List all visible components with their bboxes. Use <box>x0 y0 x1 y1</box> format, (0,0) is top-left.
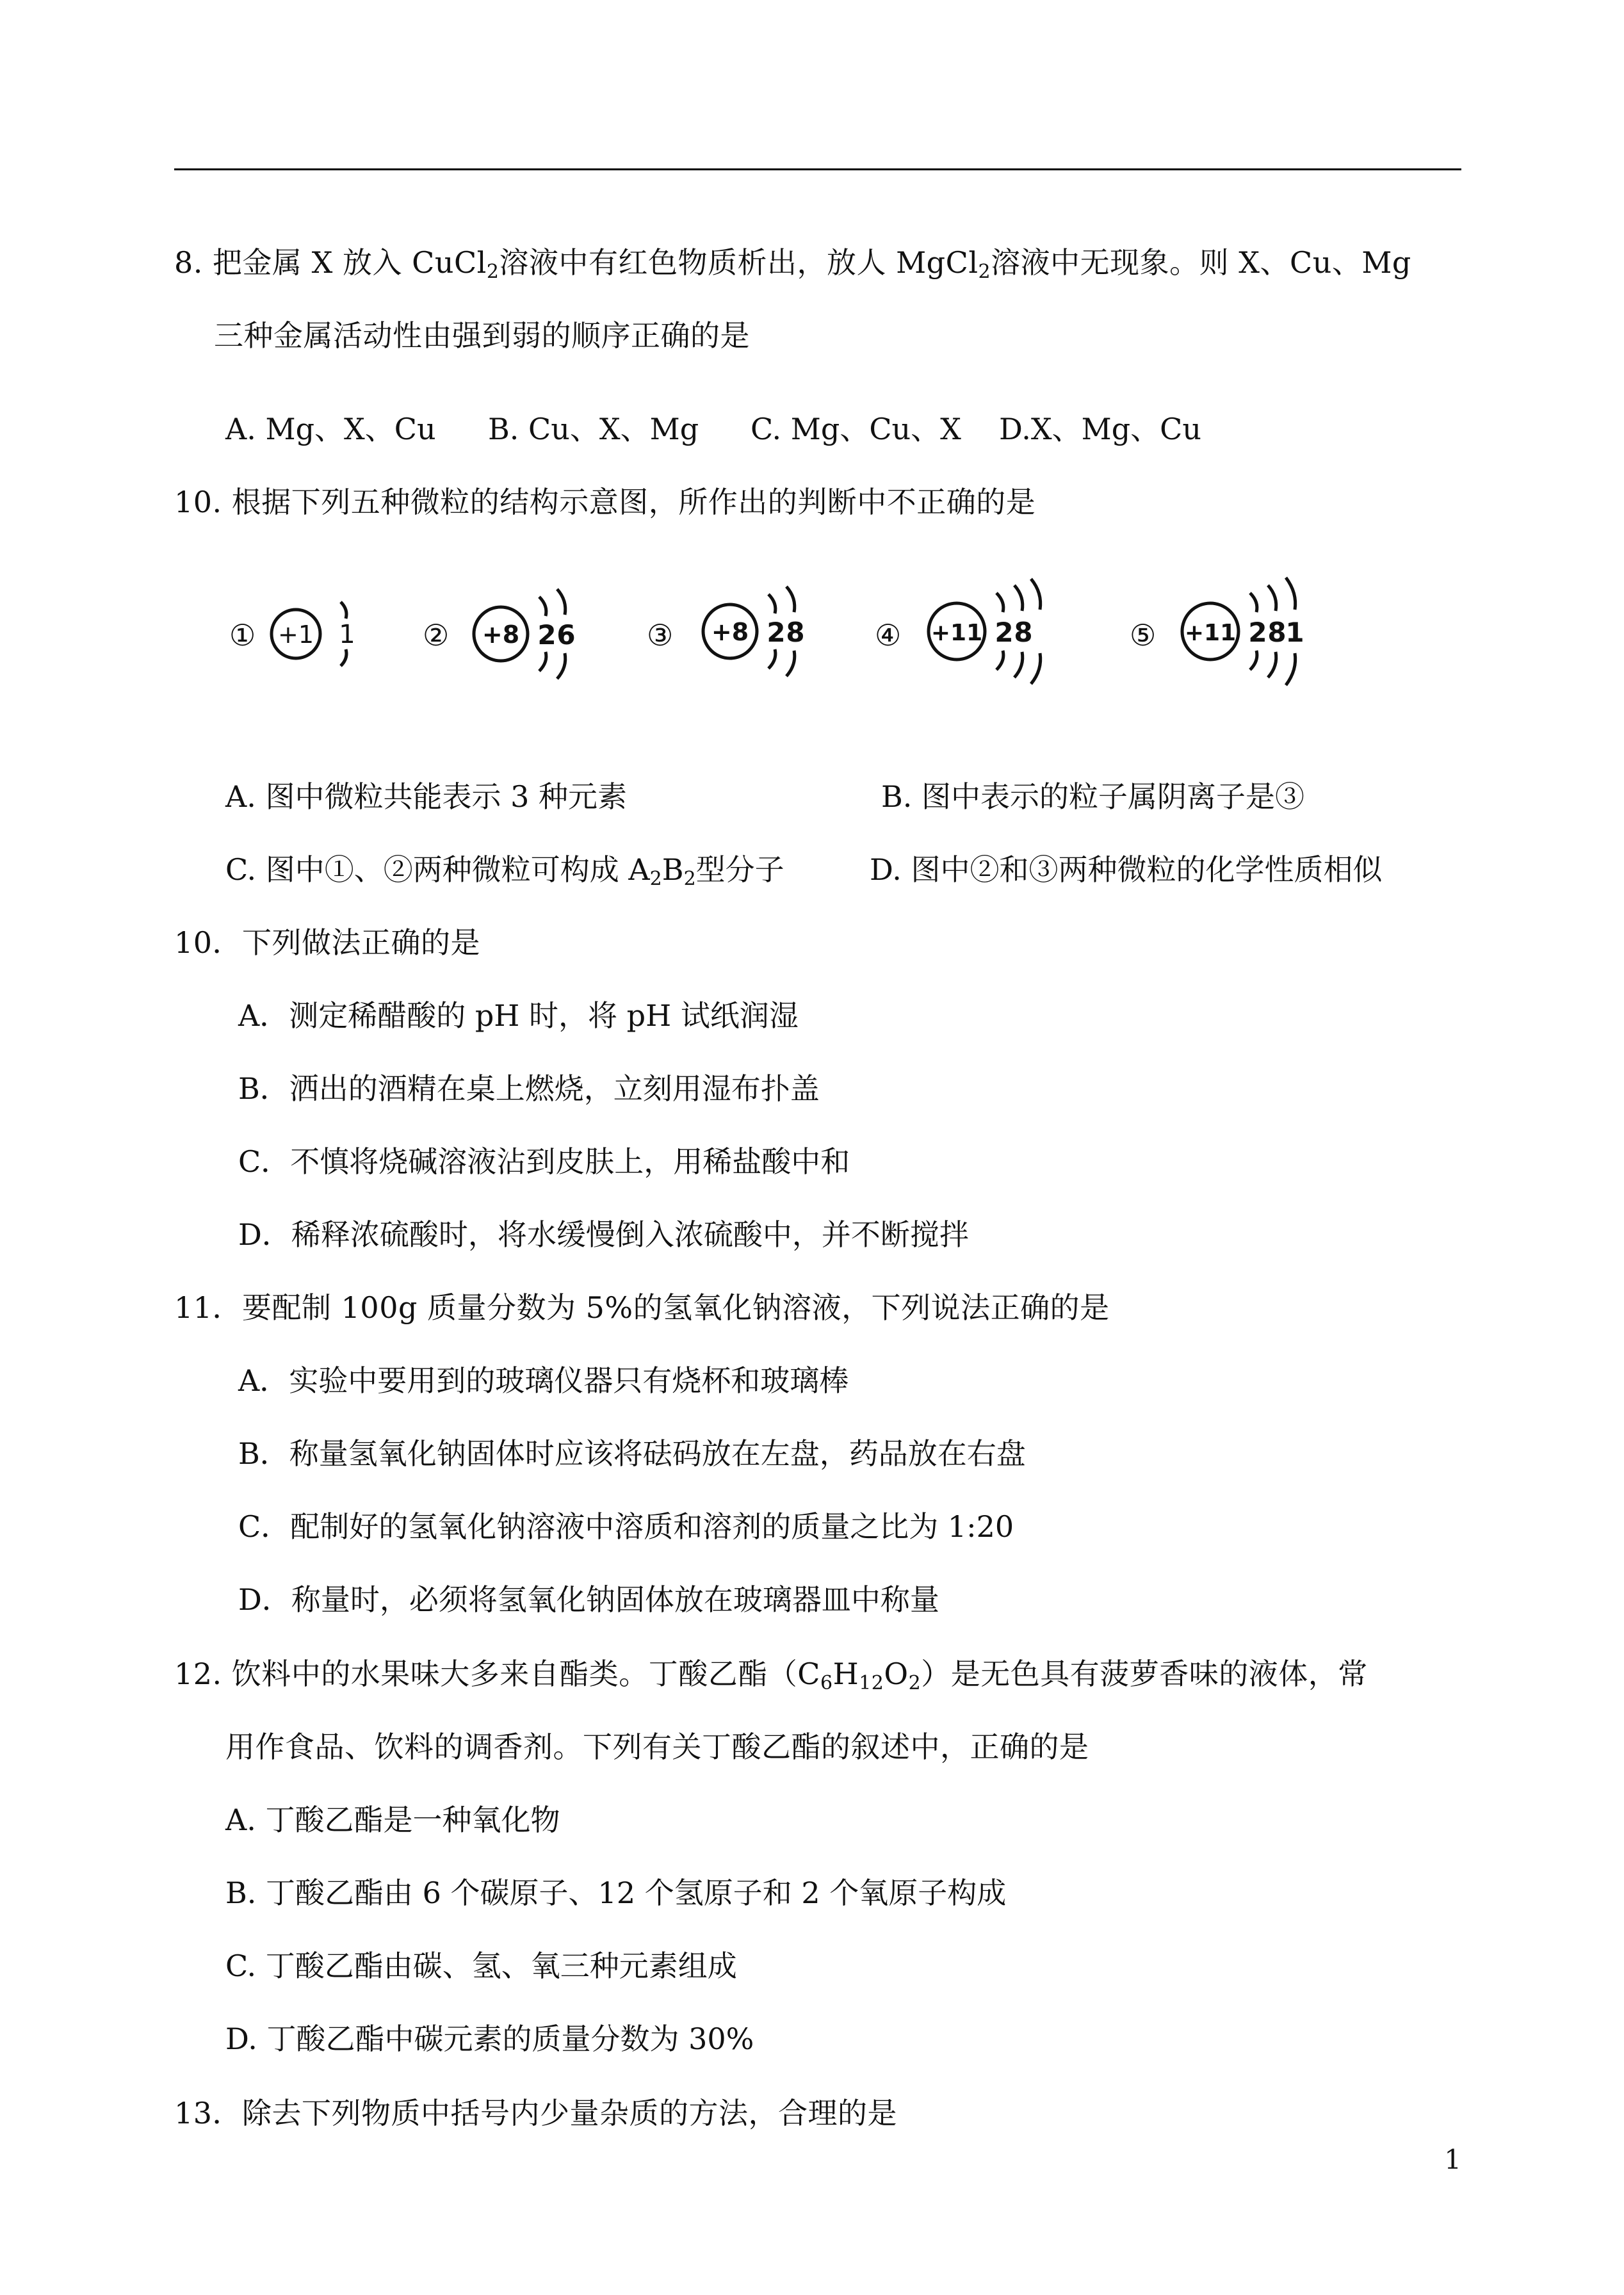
atom-3-shell-1: 2 <box>767 617 786 648</box>
atom-1-shell-arc-bottom <box>341 649 346 666</box>
q8-option-d: D.X、Mg、Cu <box>999 412 1201 446</box>
atom-5-label: ⑤ <box>1130 618 1157 653</box>
atom-4-shell-1: 2 <box>995 617 1014 648</box>
q11-option-c: C．配制好的氢氧化钠溶液中溶质和溶剂的质量之比为 1:20 <box>238 1509 1014 1544</box>
atom-5-shell-2: 8 <box>1267 617 1287 648</box>
atom-2-nucleus-charge: +8 <box>482 620 520 649</box>
q12-stem-line2: 用作食品、饮料的调香剂。下列有关丁酸乙酯的叙述中，正确的是 <box>225 1730 1089 1764</box>
q10a-option-a: A. 图中微粒共能表示 3 种元素 <box>225 779 627 814</box>
q10b-option-b: B．洒出的酒精在桌上燃烧，立刻用湿布扑盖 <box>238 1071 820 1106</box>
atom-diagram-1 <box>229 602 355 666</box>
atom-4-label: ④ <box>875 618 902 653</box>
q12-option-d: D. 丁酸乙酯中碳元素的质量分数为 30% <box>225 2022 754 2056</box>
atom-4-shell-2: 8 <box>1014 617 1033 648</box>
atom-diagram-2 <box>423 589 576 679</box>
q11-option-a: A．实验中要用到的玻璃仪器只有烧杯和玻璃棒 <box>238 1363 849 1398</box>
q10a-stem: 10. 根据下列五种微粒的结构示意图，所作出的判断中不正确的是 <box>174 485 1036 519</box>
atom-5-shell-3: 1 <box>1285 617 1304 648</box>
q11-option-d: D．称量时，必须将氢氧化钠固体放在玻璃器皿中称量 <box>238 1582 939 1617</box>
atom-2-shell-2: 6 <box>556 619 576 651</box>
page-number: 1 <box>1444 2144 1461 2175</box>
q13-stem: 13．除去下列物质中括号内少量杂质的方法，合理的是 <box>174 2096 898 2130</box>
q11-stem: 11．要配制 100g 质量分数为 5%的氢氧化钠溶液，下列说法正确的是 <box>174 1290 1110 1325</box>
q10b-stem: 10．下列做法正确的是 <box>174 925 481 960</box>
atom-3-nucleus-charge: +8 <box>711 618 749 646</box>
atom-2-shell-1: 2 <box>537 619 556 651</box>
atom-diagrams-svg <box>211 570 1364 698</box>
header-rule <box>174 168 1461 170</box>
atom-1-shell-1: 1 <box>339 620 355 649</box>
q10b-option-a: A．测定稀醋酸的 pH 时，将 pH 试纸润湿 <box>238 998 799 1033</box>
q12-option-a: A. 丁酸乙酯是一种氧化物 <box>225 1803 560 1837</box>
atom-1-shell-arc-top <box>341 602 346 619</box>
q10a-option-d: D. 图中②和③两种微粒的化学性质相似 <box>870 852 1383 887</box>
atom-3-label: ③ <box>647 618 674 653</box>
atom-2-label: ② <box>423 618 450 653</box>
q12-option-c: C. 丁酸乙酯由碳、氢、氧三种元素组成 <box>225 1949 737 1983</box>
q12-option-b: B. 丁酸乙酯由 6 个碳原子、12 个氢原子和 2 个氧原子构成 <box>225 1876 1007 1910</box>
atom-1-label: ① <box>229 618 256 653</box>
q11-option-b: B．称量氢氧化钠固体时应该将砝码放在左盘，药品放在右盘 <box>238 1436 1026 1471</box>
atom-diagram-5 <box>1130 578 1304 685</box>
q12-stem-line1: 12. 饮料中的水果味大多来自酯类。丁酸乙酯$(C_6H_{12}O_2)$是无色具有菠萝香味的液体，常 <box>174 1657 1368 1694</box>
q8-stem-line1: 8. 把金属 X 放入 CuCl$_2$溶液中有红色物质析出，放人 MgCl$_2$溶液中无现象。则 X、Cu、Mg <box>174 245 1411 283</box>
atom-diagram-4 <box>875 579 1041 684</box>
atom-structure-diagrams <box>211 570 1364 698</box>
atom-4-nucleus-charge: +11 <box>930 620 983 646</box>
atom-3-shell-2: 8 <box>786 617 805 648</box>
atom-5-nucleus-charge: +11 <box>1184 620 1237 646</box>
q10b-option-d: D．稀释浓硫酸时，将水缓慢倒入浓硫酸中，并不断搅拌 <box>238 1217 969 1252</box>
atom-diagram-3 <box>647 587 805 676</box>
q8-option-b: B. Cu、X、Mg <box>488 412 699 446</box>
q10b-option-c: C．不慎将烧碱溶液沾到皮肤上，用稀盐酸中和 <box>238 1144 850 1179</box>
atom-5-shell-1: 2 <box>1248 617 1267 648</box>
atom-1-nucleus-charge: +1 <box>277 620 314 649</box>
q8-stem-line2: 三种金属活动性由强到弱的顺序正确的是 <box>214 318 750 353</box>
q10a-option-c: C. 图中①、②两种微粒可构成 $A_2B_2$型分子 <box>225 852 784 890</box>
q8-option-a: A. Mg、X、Cu <box>225 412 436 446</box>
q8-option-c: C. Mg、Cu、X <box>751 412 961 446</box>
q10a-option-b: B. 图中表示的粒子属阴离子是③ <box>881 779 1305 814</box>
